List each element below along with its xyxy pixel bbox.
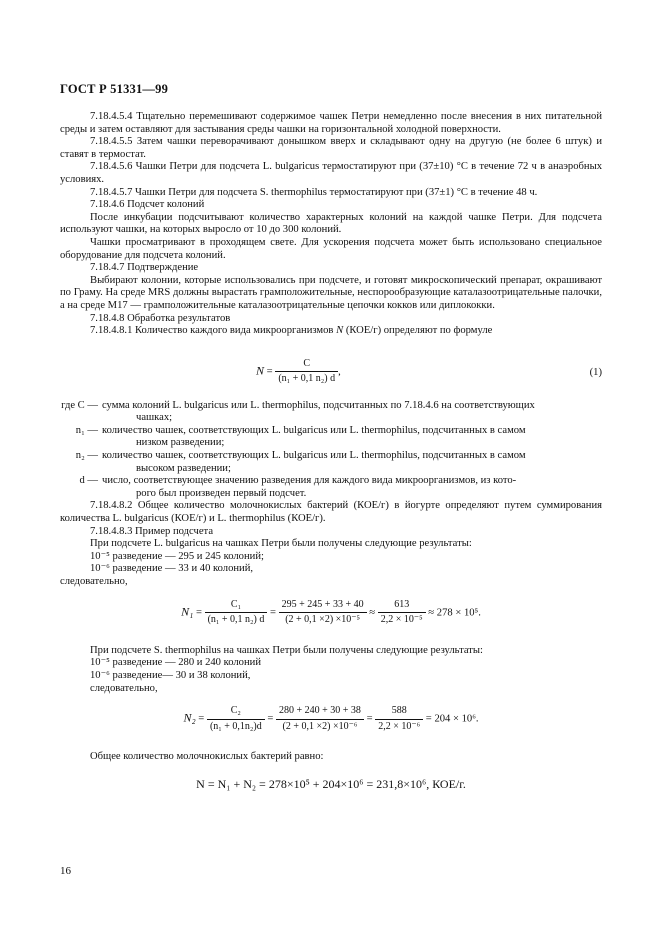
calc-result: 204 × 10⁶. — [434, 713, 479, 725]
calc-eq: = — [195, 607, 202, 619]
fraction-numerator: 295 + 245 + 33 + 40 — [279, 599, 367, 614]
formula-comma: , — [338, 366, 341, 378]
where-item — [60, 475, 602, 500]
where-text-cont: рого был произведен первый подсчет. — [136, 487, 307, 499]
where-symbol: n₂ — — [75, 450, 98, 462]
paragraph: При подсчете S. thermophilus на чашках Петри были получены следующие результаты: — [90, 644, 483, 656]
calc-result: 278 × 10⁵. — [436, 607, 481, 619]
formula-lhs: N — [256, 363, 265, 378]
calc-eq: = — [270, 607, 277, 619]
variable-n: N — [336, 325, 344, 337]
calc-fraction — [205, 599, 268, 627]
calc-lhs: N₁ — [181, 604, 194, 619]
fraction-numerator: C₂ — [207, 705, 265, 720]
paragraph: После инкубации подсчитывают количество характерных колоний на каждой чашке Петри. Для подсчета используют чашки, на которых выросло от 10 до 300 колоний. — [60, 211, 602, 236]
where-item — [60, 450, 602, 475]
fraction-denominator: (n₁ + 0,1 n₂) d — [207, 614, 265, 626]
where-item — [60, 425, 602, 450]
calc-fraction — [375, 705, 423, 733]
paragraph: 7.18.4.5.4 Тщательно перемешивают содержимое чашек Петри немедленно после внесения в них питательной среды и затем оставляют для застывания среды чашки на горизонтальной холодной поверхности. — [60, 111, 602, 135]
calculation-n2 — [60, 705, 602, 733]
paragraph: 7.18.4.5.5 Затем чашки переворачивают донышком вверх и складывают одну на другую (не более 6 штук) и ставят в термостат. — [60, 136, 602, 160]
calc-fraction — [378, 599, 426, 627]
paragraph: 7.18.4.5.6 Чашки Петри для подсчета L. bulgaricus термостатируют при (37±10) °С в течение 72 ч в анаэробных условиях. — [60, 161, 602, 185]
text-fragment: 7.18.4.8.1 Количество каждого вида микроорганизмов — [90, 325, 334, 337]
where-symbol: где C — — [61, 399, 98, 411]
fraction-denominator: 2,2 × 10⁻⁵ — [380, 614, 423, 626]
where-text: количество чашек, соответствующих L. bulgaricus или L. thermophilus, подсчитанных в самом — [102, 450, 526, 462]
fraction-numerator: 280 + 240 + 30 + 38 — [276, 705, 364, 720]
paragraph: следовательно, — [60, 576, 128, 587]
paragraph: Чашки просматривают в проходящем свете. Для ускорения подсчета может быть использовано специальное оборудование для подсчета колоний. — [60, 236, 602, 261]
fraction-denominator: (n₁ + 0,1n₂)d — [209, 720, 262, 732]
calc-eq: = — [267, 713, 274, 725]
page-number: 16 — [60, 865, 71, 877]
where-text-cont: высоком разведении; — [136, 462, 231, 474]
document-body — [60, 111, 602, 791]
section-heading: 7.18.4.8 Обработка результатов — [90, 312, 231, 324]
result-line: 10⁻⁵ разведение — 280 и 240 колоний — [90, 657, 261, 669]
result-line: 10⁻⁶ разведение — 33 и 40 колоний, — [90, 563, 254, 575]
calculation-n1 — [60, 599, 602, 627]
total-formula: N = N₁ + N₂ = 278×10⁵ + 204×10⁶ = 231,8×10⁶, КОЕ/г. — [196, 776, 466, 791]
result-line: 10⁻⁶ разведение— 30 и 38 колоний, — [90, 669, 251, 681]
paragraph: следовательно, — [90, 682, 158, 694]
where-text-cont: чашках; — [136, 412, 173, 424]
paragraph: При подсчете L. bulgaricus на чашках Петри были получены следующие результаты: — [90, 538, 472, 550]
formula-1 — [60, 356, 602, 390]
calc-fraction — [276, 705, 364, 733]
calc-fraction — [279, 599, 367, 627]
section-heading: 7.18.4.7 Подтверждение — [90, 262, 199, 274]
where-symbol: n₁ — — [75, 424, 98, 436]
section-heading: 7.18.4.8.3 Пример подсчета — [90, 525, 214, 537]
where-item — [60, 400, 602, 425]
fraction-denominator: (2 + 0,1 ×2) ×10⁻⁵ — [285, 614, 361, 626]
calc-eq: = — [366, 713, 373, 725]
fraction-numerator: C — [275, 358, 338, 373]
calc-lhs: N₂ — [183, 710, 196, 725]
where-symbol: d — — [79, 475, 98, 487]
fraction-numerator: 588 — [375, 705, 423, 720]
result-line: 10⁻⁵ разведение — 295 и 245 колоний; — [90, 550, 264, 562]
fraction-denominator: (2 + 0,1 ×2) ×10⁻⁶ — [282, 720, 358, 732]
fraction-denominator: (n₁ + 0,1 n₂) d — [278, 373, 336, 385]
where-text-cont: низком разведении; — [136, 437, 225, 449]
calc-eq: ≈ — [369, 607, 376, 619]
where-text: сумма колоний L. bulgaricus или L. thermophilus, подсчитанных по 7.18.4.6 на соответствующих — [102, 399, 535, 411]
paragraph: Выбирают колонии, которые использовались при подсчете, и готовят микроскопический препарат, окрашивают по Граму. На среде MRS должны вырастать грамположительные, неспорообразующие каталазоотрицательные палочки, а на среде M17 — грамположительные каталазоотрицательные цепочки кокков или диплококки. — [60, 274, 602, 311]
text-fragment: (КОЕ/г) определяют по формуле — [345, 325, 493, 337]
formula-eq: = — [266, 366, 273, 378]
document-header: ГОСТ Р 51331—99 — [60, 82, 169, 96]
paragraph — [60, 325, 602, 338]
formula-fraction — [275, 358, 338, 386]
fraction-denominator: 2,2 × 10⁻⁶ — [378, 720, 421, 732]
calc-eq: = — [425, 713, 432, 725]
calc-eq: ≈ — [428, 607, 435, 619]
paragraph: 7.18.4.8.2 Общее количество молочнокислых бактерий (КОЕ/г) в йогурте определяют путем суммирования количества L. bulgaricus (КОЕ/г) и L. thermophilus (КОЕ/г). — [60, 500, 602, 525]
calc-fraction — [207, 705, 265, 733]
where-text: число, соответствующее значению разведения для каждого вида микроорганизмов, из кото- — [102, 475, 517, 487]
paragraph: Общее количество молочнокислых бактерий равно: — [90, 751, 324, 763]
formula-number: (1) — [589, 366, 602, 378]
calc-eq: = — [198, 713, 205, 725]
fraction-numerator: 613 — [378, 599, 426, 614]
where-text: количество чашек, соответствующих L. bulgaricus или L. thermophilus, подсчитанных в самом — [102, 424, 526, 436]
fraction-numerator: C₁ — [205, 599, 268, 614]
section-heading: 7.18.4.6 Подсчет колоний — [90, 199, 205, 211]
paragraph: 7.18.4.5.7 Чашки Петри для подсчета S. thermophilus термостатируют при (37±1) °С в течение 48 ч. — [90, 186, 538, 198]
